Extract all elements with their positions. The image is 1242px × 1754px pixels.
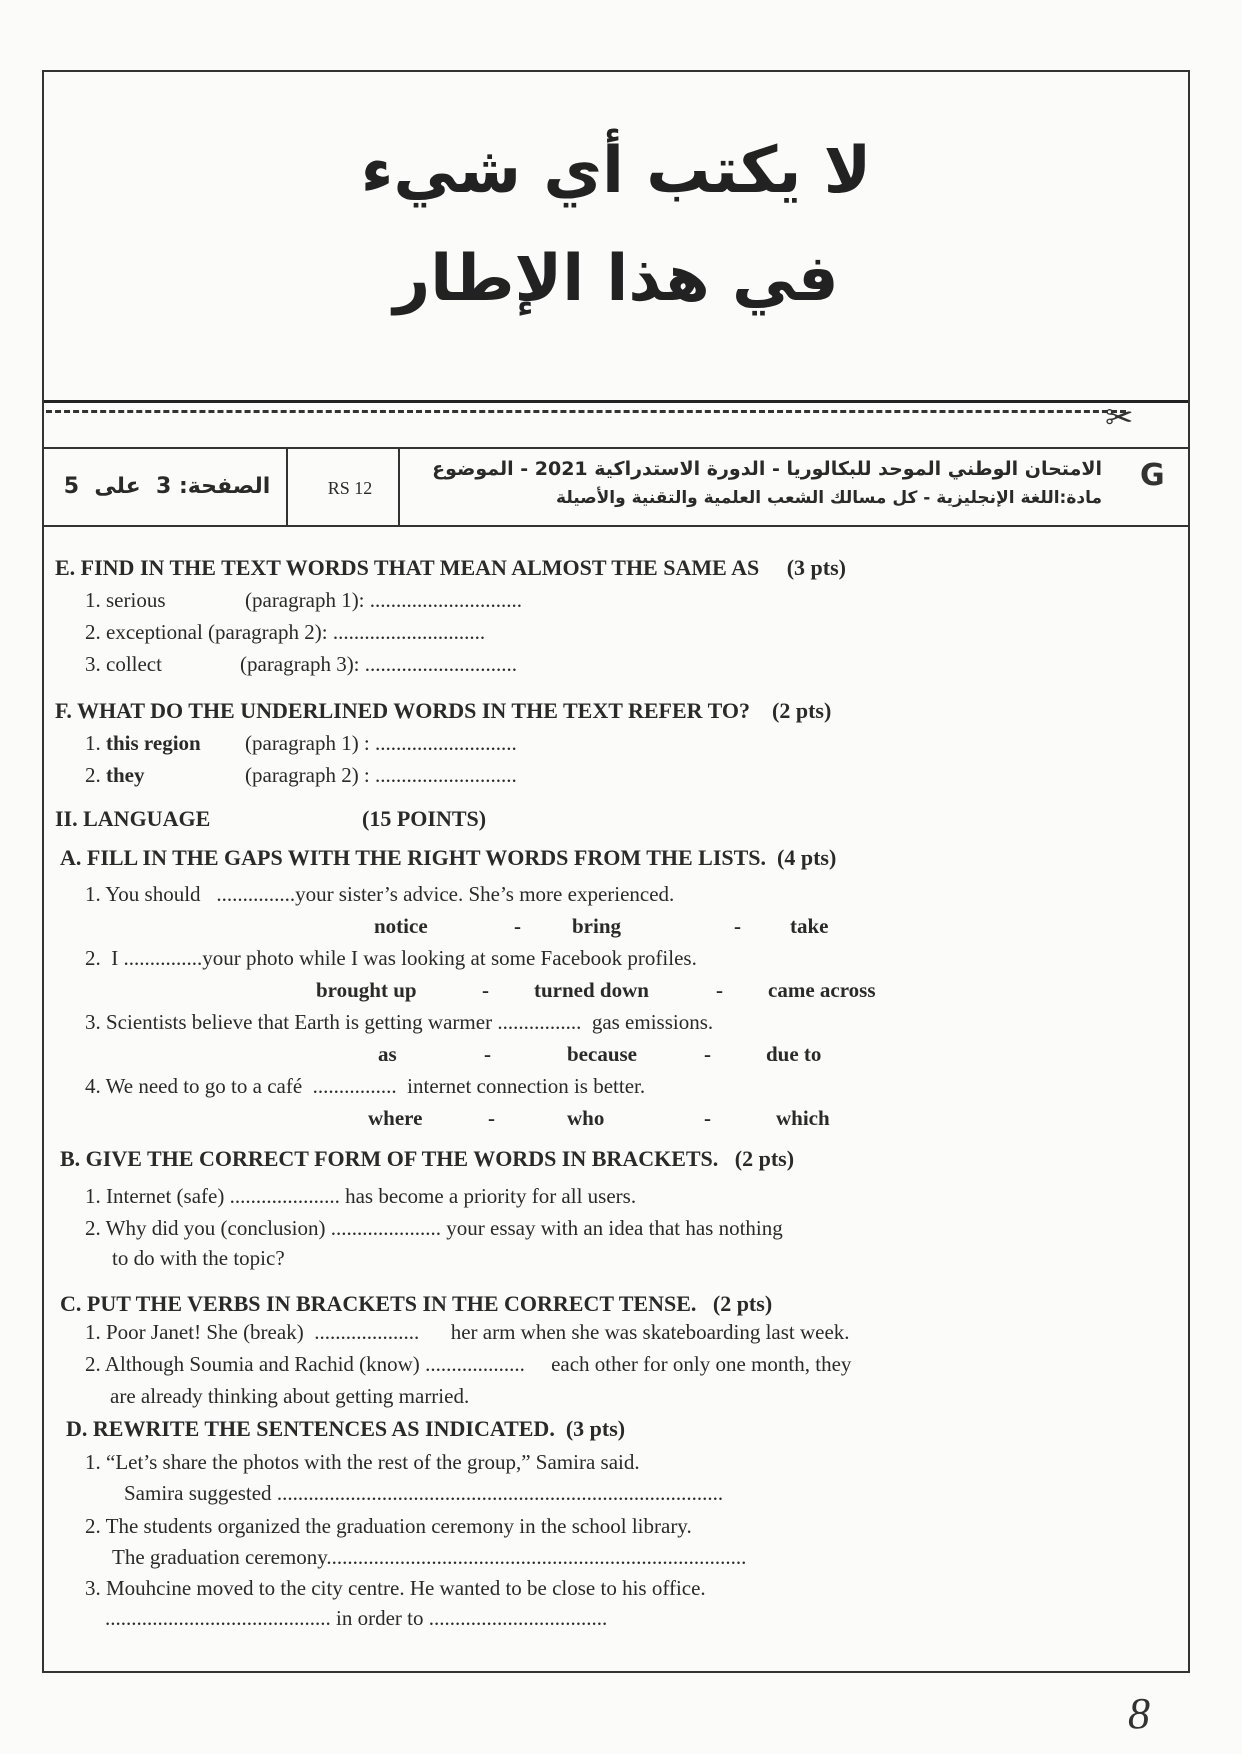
list-item-ref: (paragraph 3): ............................. bbox=[240, 652, 518, 676]
question-a2: 2. I ...............your photo while I was looking at some Facebook profiles. bbox=[85, 946, 697, 970]
list-item: 2. they bbox=[85, 763, 145, 787]
answer-d3: ........................................... in order to .................................. bbox=[105, 1606, 608, 1630]
option-sep: - bbox=[704, 1042, 711, 1066]
exam-subject: مادة:اللغة الإنجليزية - كل مسالك الشعب العلمية والتقنية والأصيلة bbox=[556, 488, 1102, 508]
section-d-title: D. REWRITE THE SENTENCES AS INDICATED. (3 pts) bbox=[66, 1416, 626, 1441]
section-a-title: A. FILL IN THE GAPS WITH THE RIGHT WORDS FROM THE LISTS. (4 pts) bbox=[60, 845, 837, 870]
question-b1: 1. Internet (safe) ..................... has become a priority for all users. bbox=[85, 1184, 637, 1208]
option-sep: - bbox=[488, 1106, 495, 1130]
section-b-title: B. GIVE THE CORRECT FORM OF THE WORDS IN BRACKETS. (2 pts) bbox=[60, 1146, 795, 1171]
no-write-frame bbox=[42, 70, 1190, 403]
option-sep: - bbox=[716, 978, 723, 1002]
option: take bbox=[790, 914, 829, 938]
option: because bbox=[567, 1042, 637, 1066]
question-c2-cont: are already thinking about getting married. bbox=[110, 1384, 470, 1408]
option-sep: - bbox=[484, 1042, 491, 1066]
page-current: 3 bbox=[155, 474, 172, 499]
list-item: 1. this region bbox=[85, 731, 201, 755]
language-title: II. LANGUAGE bbox=[55, 806, 211, 831]
question-a4: 4. We need to go to a café ................ internet connection is better. bbox=[85, 1074, 646, 1098]
no-write-notice-line1: لا يكتب أي شيء bbox=[360, 134, 872, 208]
section-f-title: F. WHAT DO THE UNDERLINED WORDS IN THE TEXT REFER TO? (2 pts) bbox=[55, 698, 832, 723]
option: where bbox=[368, 1106, 423, 1130]
question-d2: 2. The students organized the graduation ceremony in the school library. bbox=[85, 1514, 692, 1538]
question-b2-cont: to do with the topic? bbox=[112, 1246, 285, 1270]
option: brought up bbox=[316, 978, 417, 1002]
list-item-ref: (paragraph 2) : ........................... bbox=[245, 763, 517, 787]
page-label: الصفحة: bbox=[178, 474, 271, 499]
answer-d1: Samira suggested ..................................................................................... bbox=[124, 1481, 724, 1505]
option: which bbox=[776, 1106, 830, 1130]
option-sep: - bbox=[482, 978, 489, 1002]
page-number bbox=[52, 474, 282, 499]
question-d3: 3. Mouhcine moved to the city centre. He wanted to be close to his office. bbox=[85, 1576, 706, 1600]
option: bring bbox=[572, 914, 622, 938]
option: came across bbox=[768, 978, 876, 1002]
option-sep: - bbox=[704, 1106, 711, 1130]
option-sep: - bbox=[734, 914, 741, 938]
exam-title: الامتحان الوطني الموحد للبكالوريا - الدورة الاستدراكية 2021 - الموضوع bbox=[432, 458, 1102, 480]
no-write-notice-line2: في هذا الإطار bbox=[393, 242, 839, 316]
language-points: (15 POINTS) bbox=[362, 806, 487, 831]
question-b2: 2. Why did you (conclusion) ..................... your essay with an idea that has nothing bbox=[85, 1216, 783, 1240]
option: due to bbox=[766, 1042, 822, 1066]
page-of: على bbox=[94, 474, 141, 499]
list-item-ref: (paragraph 1): ............................. bbox=[245, 588, 523, 612]
option: notice bbox=[374, 914, 428, 938]
option-sep: - bbox=[514, 914, 521, 938]
answer-d2: The graduation ceremony................................................................................ bbox=[112, 1545, 747, 1569]
exam-logo-icon: G bbox=[1140, 458, 1165, 493]
exam-code: RS 12 bbox=[327, 478, 373, 498]
question-c1: 1. Poor Janet! She (break) .................... her arm when she was skateboarding last week. bbox=[85, 1320, 850, 1344]
question-a3: 3. Scientists believe that Earth is getting warmer ................ gas emissions. bbox=[85, 1010, 714, 1034]
question-c2: 2. Although Soumia and Rachid (know) ................... each other for only one month, they bbox=[85, 1352, 852, 1376]
question-d1: 1. “Let’s share the photos with the rest of the group,” Samira said. bbox=[85, 1450, 640, 1474]
question-a1: 1. You should ...............your sister’s advice. She’s more experienced. bbox=[85, 882, 675, 906]
handwritten-page-number: 8 bbox=[1128, 1689, 1150, 1738]
option: turned down bbox=[534, 978, 649, 1002]
section-e-title: E. FIND IN THE TEXT WORDS THAT MEAN ALMOST THE SAME AS (3 pts) bbox=[55, 555, 846, 580]
page-total: 5 bbox=[63, 474, 80, 499]
section-c-title: C. PUT THE VERBS IN BRACKETS IN THE CORRECT TENSE. (2 pts) bbox=[60, 1291, 773, 1316]
list-item-ref: (paragraph 1) : ........................... bbox=[245, 731, 517, 755]
list-item: 2. exceptional (paragraph 2): ............................. bbox=[85, 620, 486, 644]
scissors-icon: ✂ bbox=[1105, 398, 1134, 438]
list-item: 1. serious bbox=[85, 588, 166, 612]
list-item: 3. collect bbox=[85, 652, 162, 676]
option: as bbox=[378, 1042, 397, 1066]
option: who bbox=[567, 1106, 605, 1130]
